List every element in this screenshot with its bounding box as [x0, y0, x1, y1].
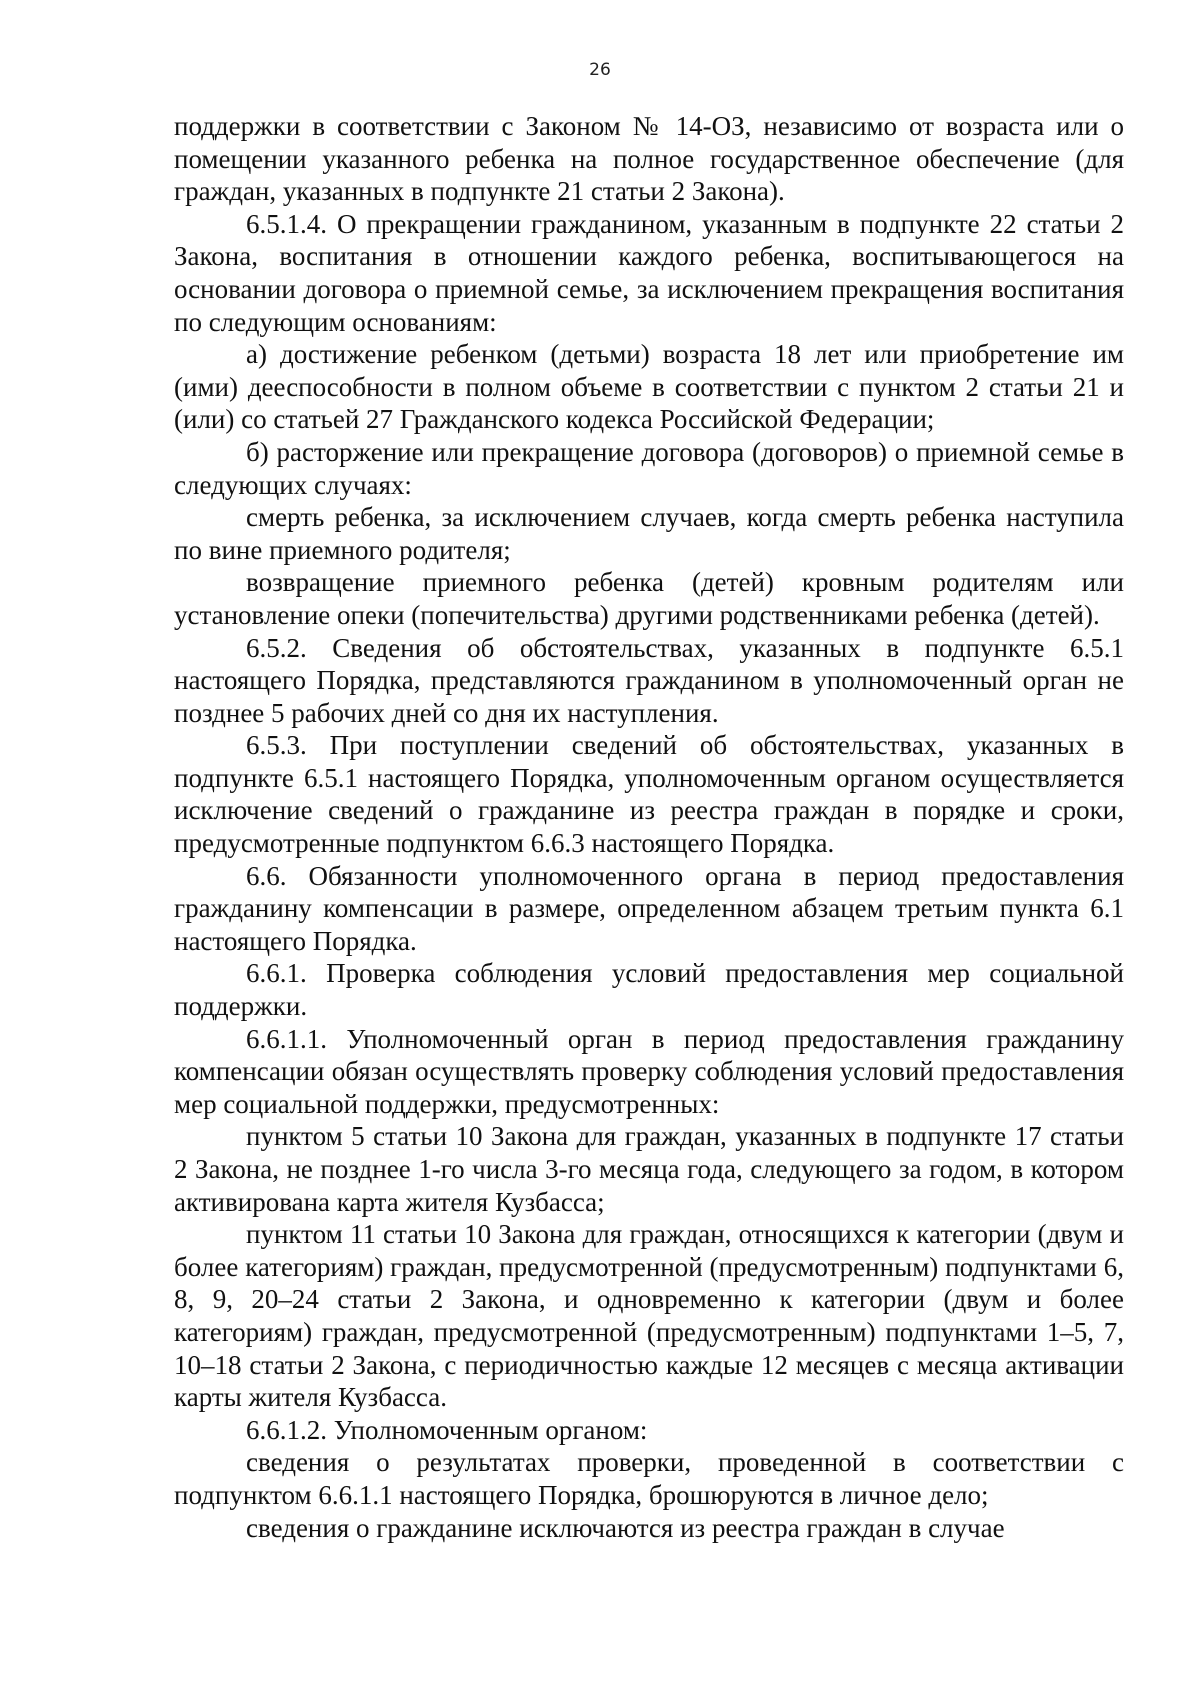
- paragraph-6-5-1-4: 6.5.1.4. О прекращении гражданином, указанным в подпункте 22 статьи 2 Закона, воспитания в отношении каждого ребенка, воспитывающегося на основании договора о приемной семье, за исключением прекращения воспитания по следующим основаниям:: [174, 208, 1124, 337]
- paragraph-continuation: поддержки в соответствии с Законом № 14-ОЗ, независимо от возраста или о помещении указанного ребенка на полное государственное обеспечение (для граждан, указанных в подпункте 21 статьи 2 Закона).: [174, 111, 1124, 207]
- paragraph-exclusion: сведения о гражданине исключаются из реестра граждан в случае: [246, 1512, 1005, 1543]
- paragraph-6-5-3: 6.5.3. При поступлении сведений об обстоятельствах, указанных в подпункте 6.5.1 настоящего Порядка, уполномоченным органом осуществляется исключение сведений о гражданине из реестра граждан в порядке и сроки, предусмотренные подпунктом 6.6.3 настоящего Порядка.: [174, 730, 1124, 859]
- paragraph-item-b: б) расторжение или прекращение договора (договоров) о приемной семье в следующих случаях:: [174, 436, 1124, 500]
- paragraph-6-6: 6.6. Обязанности уполномоченного органа в период предоставления гражданину компенсации в размере, определенном абзацем третьим пункта 6.1 настоящего Порядка.: [174, 860, 1124, 956]
- paragraph-case-return: возвращение приемного ребенка (детей) кровным родителям или установление опеки (попечительства) другими родственниками ребенка (детей).: [174, 567, 1124, 630]
- paragraph-item-a: а) достижение ребенком (детьми) возраста 18 лет или приобретение им (ими) дееспособности в полном объеме в соответствии с пунктом 2 статьи 21 и (или) со статьей 27 Гражданского кодекса Российской Федерации;: [174, 339, 1124, 435]
- paragraph-point-11: пунктом 11 статьи 10 Закона для граждан, относящихся к категории (двум и более категориям) граждан, предусмотренной (предусмотренным) подпунктами 6, 8, 9, 20–24 статьи 2 Закона, и одновременно к категории (двум и более категориям) граждан, предусмотренной (предусмотренным) подпунктами 1–5, 7, 10–18 статьи 2 Закона, с периодичностью каждые 12 месяцев с месяца активации карты жителя Кузбасса.: [174, 1219, 1124, 1413]
- paragraph-6-5-2: 6.5.2. Сведения об обстоятельствах, указанных в подпункте 6.5.1 настоящего Порядка, представляются гражданином в уполномоченный орган не позднее 5 рабочих дней со дня их наступления.: [174, 632, 1124, 728]
- paragraph-case-death: смерть ребенка, за исключением случаев, когда смерть ребенка наступила по вине приемного родителя;: [174, 502, 1124, 565]
- page-number: 26: [589, 60, 611, 80]
- paragraph-6-6-1-2: 6.6.1.2. Уполномоченным органом:: [246, 1414, 648, 1445]
- paragraph-6-6-1-1: 6.6.1.1. Уполномоченный орган в период предоставления гражданину компенсации обязан осуществлять проверку соблюдения условий предоставления мер социальной поддержки, предусмотренных:: [174, 1023, 1124, 1119]
- paragraph-point-5: пунктом 5 статьи 10 Закона для граждан, указанных в подпункте 17 статьи 2 Закона, не позднее 1-го числа 3-го месяца года, следующего за годом, в котором активирована карта жителя Кузбасса;: [174, 1121, 1124, 1217]
- paragraph-6-6-1: 6.6.1. Проверка соблюдения условий предоставления мер социальной поддержки.: [174, 958, 1124, 1022]
- paragraph-check-results: сведения о результатах проверки, проведенной в соответствии с подпунктом 6.6.1.1 настоящего Порядка, брошюруются в личное дело;: [174, 1447, 1124, 1510]
- document-body: [174, 110, 1124, 1544]
